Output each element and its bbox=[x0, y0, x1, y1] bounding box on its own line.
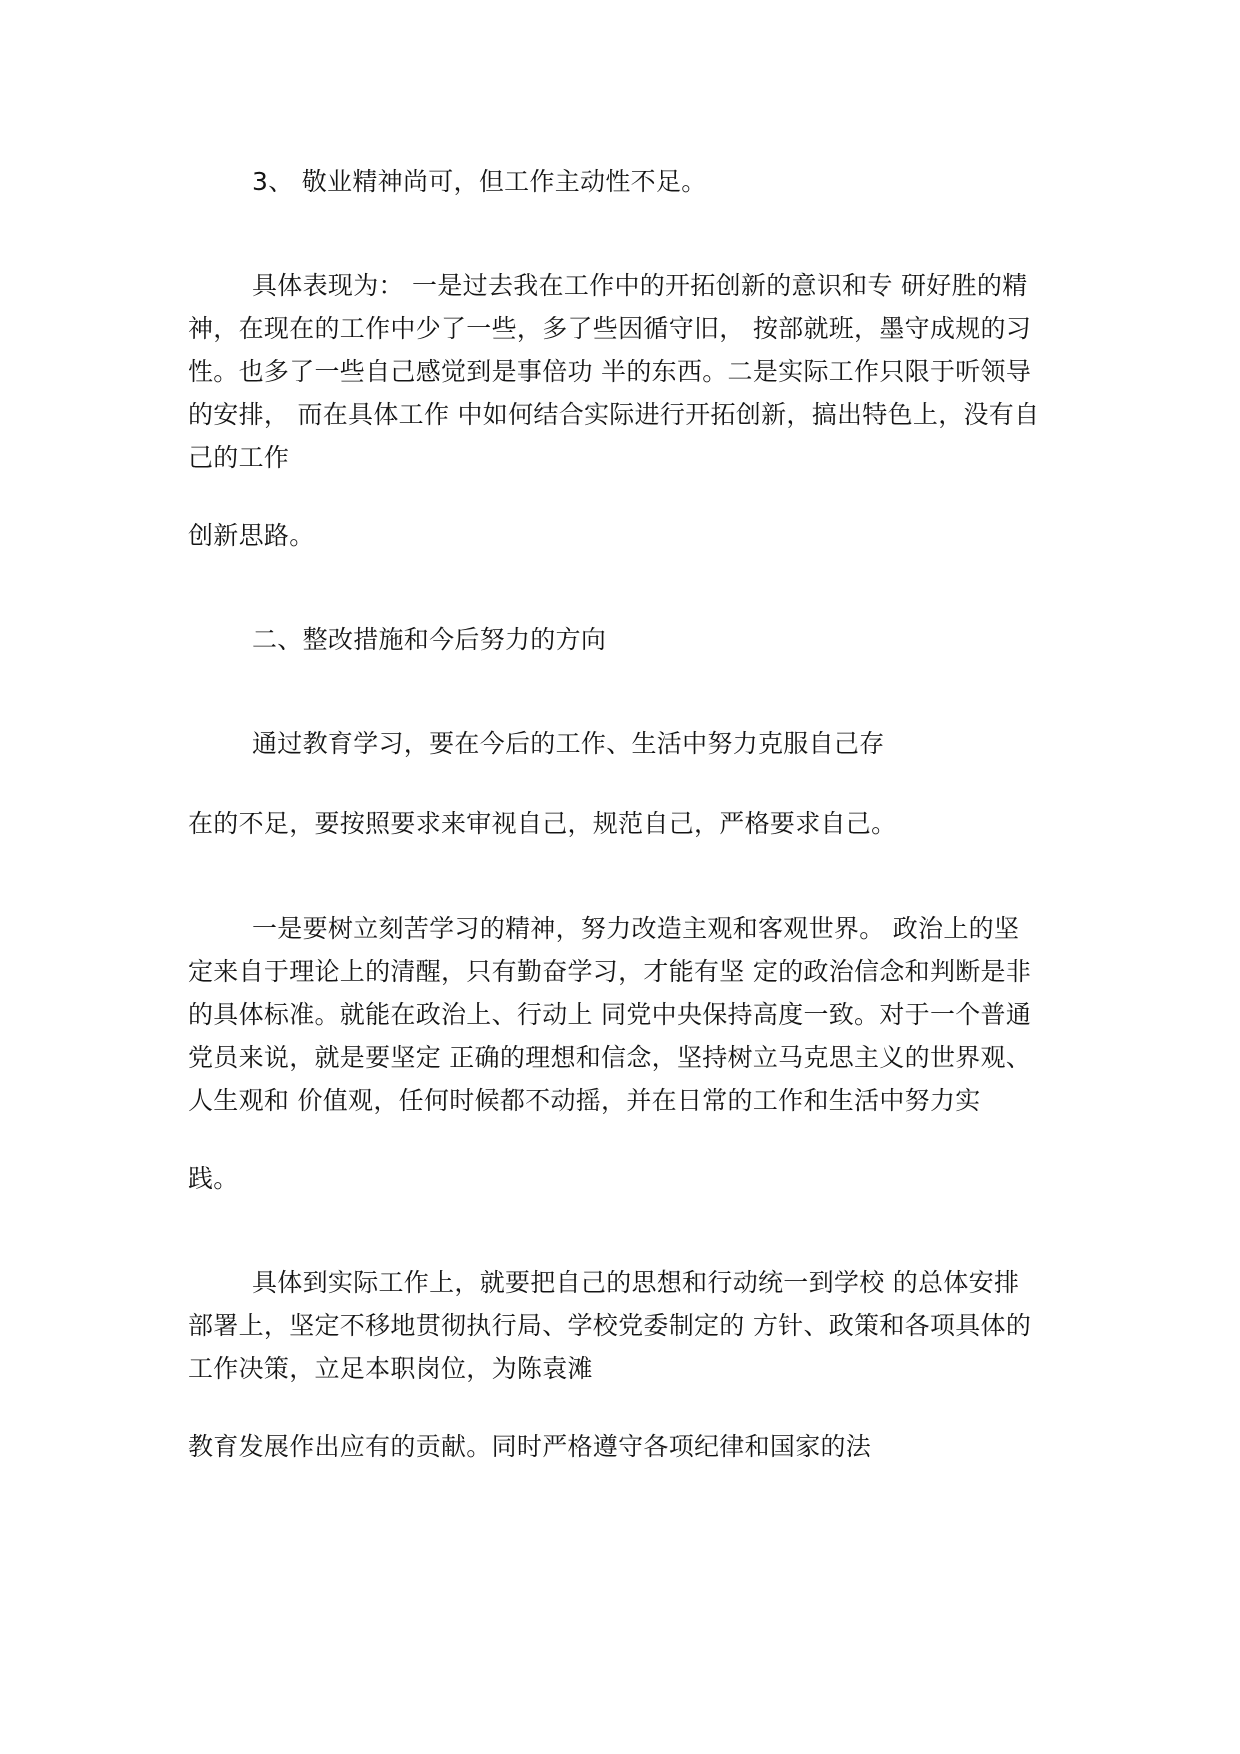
text-line: 教育发展作出应有的贡献。同时严格遵守各项纪律和国家的法 bbox=[188, 1432, 872, 1461]
text-line: 践。 bbox=[188, 1164, 239, 1193]
text-line: 一是要树立刻苦学习的精神，努力改造主观和客观世界。 政治上的坚 bbox=[252, 914, 1020, 943]
text-line: 部署上，坚定不移地贯彻执行局、学校党委制定的 方针、政策和各项具体的 bbox=[188, 1311, 1032, 1340]
text-line: 己的工作 bbox=[188, 443, 290, 472]
text-line: 在的不足，要按照要求来审视自己，规范自己，严格要求自己。 bbox=[188, 809, 897, 838]
text-line: 性。也多了一些自己感觉到是事倍功 半的东西。二是实际工作只限于听领导 bbox=[188, 357, 1032, 386]
text-line: 的具体标准。就能在政治上、行动上 同党中央保持高度一致。对于一个普通 bbox=[188, 1000, 1032, 1029]
paragraph-3-heading: 3、 敬业精神尚可，但工作主动性不足。 bbox=[252, 167, 707, 196]
text-line: 具体表现为： 一是过去我在工作中的开拓创新的意识和专 研好胜的精 bbox=[252, 271, 1028, 300]
text-line: 神，在现在的工作中少了一些，多了些因循守旧， 按部就班，墨守成规的习 bbox=[188, 314, 1032, 343]
text-line: 人生观和 价值观，任何时候都不动摇，并在日常的工作和生活中努力实 bbox=[188, 1086, 981, 1115]
text-line: 创新思路。 bbox=[188, 521, 315, 550]
text-line: 具体到实际工作上，就要把自己的思想和行动统一到学校 的总体安排 bbox=[252, 1268, 1020, 1297]
text-line: 通过教育学习，要在今后的工作、生活中努力克服自己存 bbox=[252, 729, 885, 758]
text-line: 工作决策，立足本职岗位，为陈袁滩 bbox=[188, 1354, 593, 1383]
text-line: 的安排， 而在具体工作 中如何结合实际进行开拓创新，搞出特色上，没有自 bbox=[188, 400, 1040, 429]
section-heading: 二、整改措施和今后努力的方向 bbox=[252, 625, 607, 654]
text-line: 定来自于理论上的清醒，只有勤奋学习，才能有坚 定的政治信念和判断是非 bbox=[188, 957, 1032, 986]
text-line: 党员来说，就是要坚定 正确的理想和信念，坚持树立马克思主义的世界观、 bbox=[188, 1043, 1032, 1072]
